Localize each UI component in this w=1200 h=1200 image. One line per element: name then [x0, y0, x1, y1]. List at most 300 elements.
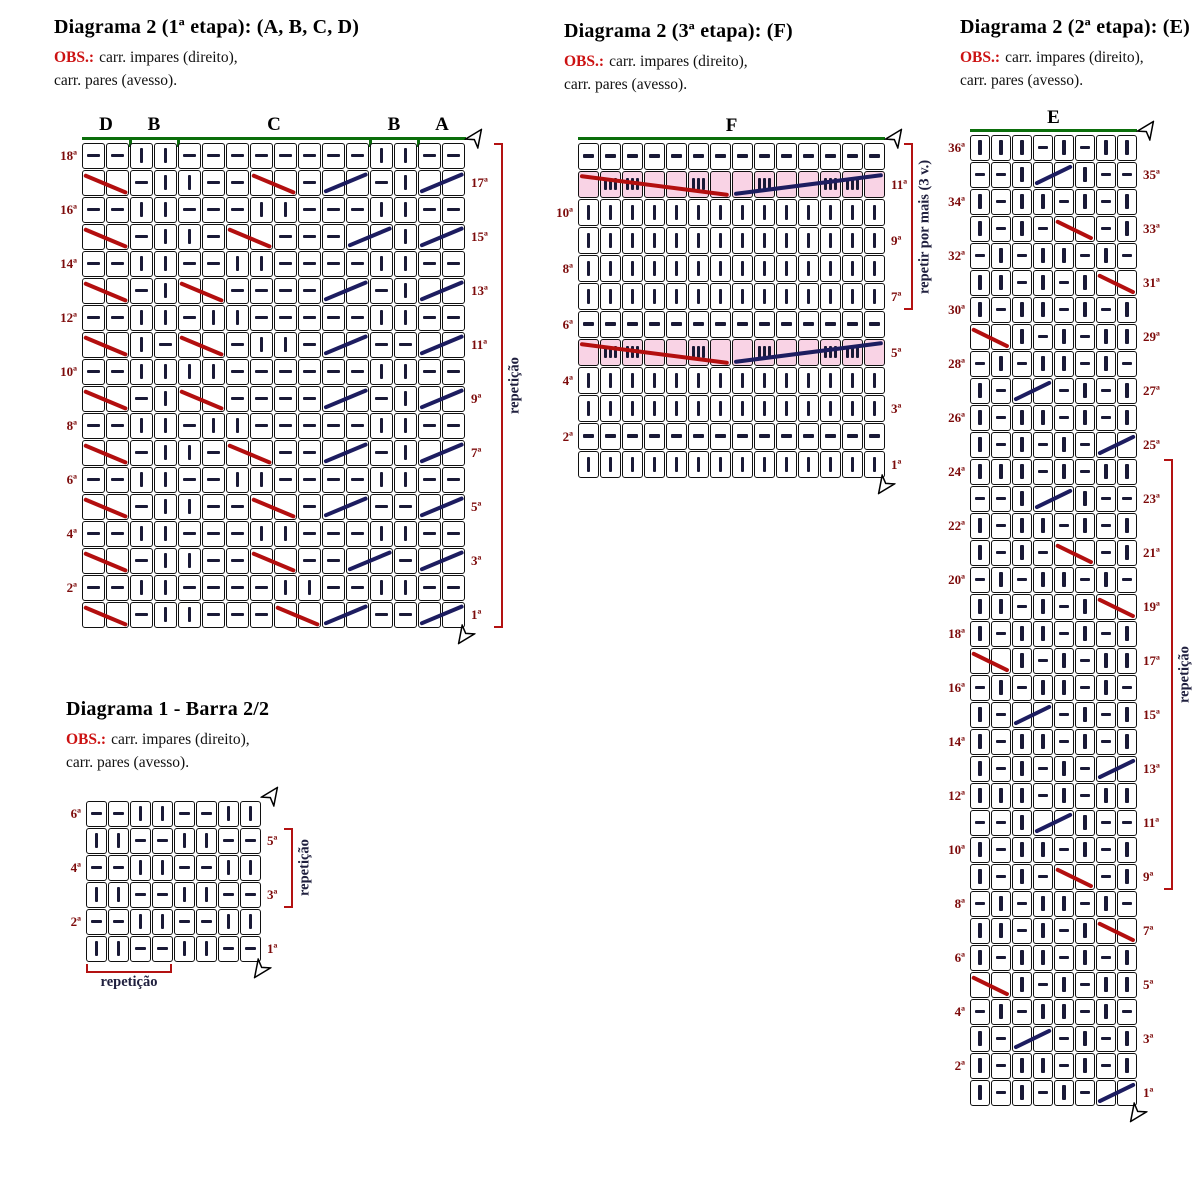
- diagram-title: Diagrama 1 - Barra 2/2: [66, 698, 270, 720]
- knit-symbol: [829, 457, 833, 472]
- purl-symbol: [1080, 983, 1090, 987]
- knit-symbol: [164, 283, 168, 297]
- stitch-cell: [130, 494, 153, 520]
- stitch-cell: [842, 311, 863, 338]
- knit-symbol: [1083, 491, 1087, 505]
- stitch-cell: [688, 283, 709, 310]
- purl-symbol: [1038, 659, 1048, 663]
- obs-line-1: carr. impares (direito),: [1005, 49, 1144, 66]
- stitch-cell: [970, 162, 990, 188]
- stitch-cell: [274, 251, 297, 277]
- grid-row: [970, 972, 1138, 998]
- purl-symbol: [1122, 362, 1132, 366]
- stitch-cell: [1096, 324, 1116, 350]
- knit-symbol: [164, 418, 168, 432]
- stitch-cell: [754, 367, 775, 394]
- knit-symbol: [978, 734, 982, 748]
- stitch-cell: [1075, 729, 1095, 755]
- knit-symbol: [1041, 950, 1045, 964]
- row-number-label: 4ª: [954, 1004, 965, 1019]
- row-number-label: 26ª: [948, 410, 965, 425]
- purl-symbol: [1038, 767, 1048, 771]
- purl-symbol: [157, 839, 168, 843]
- knit-symbol: [719, 401, 723, 416]
- stitch-cell: [130, 332, 153, 358]
- stitch-cell: [106, 305, 129, 331]
- purl-symbol: [1101, 848, 1111, 852]
- stitch-cell: [970, 999, 990, 1025]
- purl-symbol: [207, 262, 219, 266]
- knit-symbol: [741, 289, 745, 304]
- stitch-cell: [274, 521, 297, 547]
- purl-symbol: [111, 424, 123, 428]
- stitch-cell: [710, 199, 731, 226]
- knit-symbol: [807, 457, 811, 472]
- stitch-cell: [970, 297, 990, 323]
- row-number-label: [936, 1026, 970, 1053]
- knit-symbol: [1062, 572, 1066, 586]
- stitch-cell: [776, 283, 797, 310]
- purl-symbol: [1017, 1010, 1027, 1014]
- stitch-cell: [322, 359, 345, 385]
- knit-symbol: [140, 580, 144, 594]
- grid-row: [578, 423, 886, 450]
- stitch-cell: [1033, 756, 1053, 782]
- row-number-label: 22ª: [948, 518, 965, 533]
- stitch-cell: [370, 197, 393, 223]
- stitch-cell: [991, 432, 1011, 458]
- knit-symbol: [999, 572, 1003, 586]
- row-number-label: [552, 451, 578, 479]
- stitch-cell: [1117, 864, 1137, 890]
- stitch-cell: [298, 494, 321, 520]
- purl-symbol: [1080, 1010, 1090, 1014]
- grid-row: [970, 243, 1138, 269]
- stitch-cell: [226, 143, 249, 169]
- row-number-label: 25ª: [1143, 437, 1160, 452]
- purl-symbol: [975, 1010, 985, 1014]
- purl-symbol: [183, 586, 195, 590]
- purl-symbol: [447, 262, 459, 266]
- stitch-cell: [1096, 999, 1116, 1025]
- grid-row: [970, 864, 1138, 890]
- stitch-cell: [1075, 162, 1095, 188]
- row-number-label: [886, 423, 912, 451]
- stitch-cell: [130, 828, 151, 854]
- purl-symbol: [737, 322, 748, 326]
- stitch-cell: [622, 283, 643, 310]
- grid-row: [82, 278, 466, 304]
- stitch-cell: [732, 423, 753, 450]
- purl-symbol: [87, 424, 99, 428]
- stitch-cell: [1033, 324, 1053, 350]
- grid-row: [578, 311, 886, 338]
- row-number-label: [56, 936, 86, 963]
- grid-row: [970, 351, 1138, 377]
- row-number-label: 5ª: [267, 833, 278, 848]
- purl-symbol: [583, 434, 594, 438]
- stitch-cell: [1096, 702, 1116, 728]
- stitch-cell: [174, 882, 195, 908]
- stitch-cell: [298, 278, 321, 304]
- stitch-cell: [1096, 135, 1116, 161]
- knit-symbol: [741, 261, 745, 276]
- knit-symbol: [1083, 167, 1087, 181]
- row-number-label: [1138, 189, 1172, 216]
- stitch-cell: [1033, 540, 1053, 566]
- stitch-cell: [370, 386, 393, 412]
- knit-symbol: [978, 410, 982, 424]
- stitch-cell: [130, 855, 151, 881]
- purl-symbol: [255, 424, 267, 428]
- stitch-cell: [1075, 675, 1095, 701]
- stitch-cell: [970, 1026, 990, 1052]
- knit-symbol: [161, 914, 165, 928]
- stitch-cell: [666, 367, 687, 394]
- purl-symbol: [207, 586, 219, 590]
- stitch-cell: [578, 227, 599, 254]
- stitch-cell: [1012, 567, 1032, 593]
- grid-row: [578, 339, 886, 366]
- stitch-cell: [644, 283, 665, 310]
- purl-symbol: [303, 289, 315, 293]
- stitch-cell: [1054, 459, 1074, 485]
- stitch-cell: [154, 332, 177, 358]
- column-group-label: D: [82, 113, 130, 140]
- purl-symbol: [231, 397, 243, 401]
- repeat-label: repetir por mais (3 v.): [916, 158, 933, 294]
- stitch-cell: [970, 729, 990, 755]
- stitch-cell: [196, 936, 217, 962]
- row-number-label: 6ª: [954, 950, 965, 965]
- stitch-cell: [298, 224, 321, 250]
- stitch-cell: [1117, 567, 1137, 593]
- stitch-cell: [991, 1026, 1011, 1052]
- stitch-cell: [202, 413, 225, 439]
- stitch-cell: [1117, 999, 1137, 1025]
- stitch-cell: [1075, 648, 1095, 674]
- purl-symbol: [803, 434, 814, 438]
- row-number-label: [46, 332, 82, 359]
- knit-symbol: [1062, 329, 1066, 343]
- stitch-cell: [130, 305, 153, 331]
- stitch-cell: [1054, 891, 1074, 917]
- stitch-cell: [154, 548, 177, 574]
- stitch-cell: [1033, 783, 1053, 809]
- knit-symbol: [1062, 653, 1066, 667]
- purl-symbol: [113, 812, 124, 816]
- stitch-cell: [710, 255, 731, 282]
- purl-symbol: [781, 322, 792, 326]
- stitch-cell: [798, 283, 819, 310]
- stitch-cell: [86, 882, 107, 908]
- purl-symbol: [627, 434, 638, 438]
- purl-symbol: [715, 322, 726, 326]
- stitch-cell: [130, 251, 153, 277]
- stitch-cell: [622, 395, 643, 422]
- row-number-label: 11ª: [471, 337, 488, 352]
- purl-symbol: [423, 154, 435, 158]
- knit-symbol: [236, 256, 240, 270]
- grid-row: [970, 405, 1138, 431]
- stitch-cell: [346, 467, 369, 493]
- knit-symbol: [1062, 437, 1066, 451]
- knit-symbol: [1020, 869, 1024, 883]
- row-number-label: 6ª: [70, 806, 81, 821]
- knit-symbol: [829, 205, 833, 220]
- stitch-cell: [622, 199, 643, 226]
- purl-symbol: [375, 181, 387, 185]
- purl-symbol: [135, 505, 147, 509]
- knit-symbol: [785, 401, 789, 416]
- stitch-cell: [154, 602, 177, 628]
- stitch-cell: [1096, 648, 1116, 674]
- stitch-cell: [226, 305, 249, 331]
- stitch-cell: [418, 467, 441, 493]
- knit-symbol: [1041, 572, 1045, 586]
- purl-symbol: [1059, 929, 1069, 933]
- stitch-cell: [394, 602, 417, 628]
- knit-symbol: [1041, 194, 1045, 208]
- purl-symbol: [207, 613, 219, 617]
- knit-symbol: [978, 518, 982, 532]
- purl-symbol: [207, 208, 219, 212]
- purl-symbol: [183, 208, 195, 212]
- purl-symbol: [1038, 983, 1048, 987]
- diagram-2-stage-3-block: [552, 20, 972, 479]
- stitch-cell: [666, 423, 687, 450]
- stitch-cell: [370, 440, 393, 466]
- knit-symbol: [851, 205, 855, 220]
- knit-symbol: [851, 261, 855, 276]
- purl-symbol: [1101, 389, 1111, 393]
- knit-symbol: [183, 941, 187, 955]
- knit-symbol: [260, 202, 264, 216]
- purl-symbol: [649, 322, 660, 326]
- knit-symbol: [873, 233, 877, 248]
- grid-row: [970, 162, 1138, 188]
- stitch-cell: [991, 837, 1011, 863]
- purl-symbol: [1038, 1091, 1048, 1095]
- row-number-label: 6ª: [66, 472, 77, 487]
- purl-symbol: [715, 434, 726, 438]
- purl-symbol: [351, 262, 363, 266]
- stitch-cell: [1033, 567, 1053, 593]
- stitch-cell: [370, 575, 393, 601]
- stitch-cell: [970, 621, 990, 647]
- stitch-cell: [1054, 405, 1074, 431]
- knit-symbol: [1020, 194, 1024, 208]
- stitch-cell: [1096, 837, 1116, 863]
- purl-symbol: [1101, 173, 1111, 177]
- knit-symbol: [1020, 140, 1024, 154]
- stitch-cell: [394, 413, 417, 439]
- purl-symbol: [447, 586, 459, 590]
- knit-symbol: [999, 788, 1003, 802]
- row-number-label: 27ª: [1143, 383, 1160, 398]
- stitch-cell: [418, 305, 441, 331]
- stitch-cell: [274, 332, 297, 358]
- grid-row: [82, 332, 466, 358]
- row-number-label: [46, 224, 82, 251]
- knit-symbol: [1041, 410, 1045, 424]
- row-number-label: 9ª: [891, 232, 902, 248]
- stitch-cell: [418, 575, 441, 601]
- knit-symbol: [164, 580, 168, 594]
- stitch-cell: [226, 278, 249, 304]
- stitch-cell: [346, 305, 369, 331]
- knit-symbol: [188, 175, 192, 189]
- stitch-cell: [970, 1053, 990, 1079]
- stitch-cell: [754, 283, 775, 310]
- stitch-cell: [86, 936, 107, 962]
- row-number-label: 28ª: [948, 356, 965, 371]
- stitch-cell: [1012, 324, 1032, 350]
- stitch-cell: [226, 575, 249, 601]
- row-number-label: [936, 324, 970, 351]
- row-number-label: 8ª: [66, 418, 77, 433]
- repeat-label: repetição: [506, 356, 523, 414]
- row-number-label: 10ª: [60, 364, 77, 379]
- purl-symbol: [327, 262, 339, 266]
- knit-symbol: [675, 261, 679, 276]
- stitch-cell: [298, 143, 321, 169]
- row-number-label: [262, 909, 292, 936]
- stitch-cell: [274, 143, 297, 169]
- knit-symbol: [1062, 356, 1066, 370]
- purl-symbol: [1122, 1010, 1132, 1014]
- knit-symbol: [236, 310, 240, 324]
- stitch-cell: [1075, 297, 1095, 323]
- knit-symbol: [719, 289, 723, 304]
- diagram-obs-note: [960, 46, 1198, 93]
- stitch-cell: [970, 432, 990, 458]
- stitch-cell: [991, 891, 1011, 917]
- stitch-cell: [202, 197, 225, 223]
- purl-symbol: [996, 875, 1006, 879]
- stitch-cell: [970, 270, 990, 296]
- knit-symbol: [1125, 950, 1129, 964]
- stitch-cell: [1012, 621, 1032, 647]
- stitch-cell: [754, 227, 775, 254]
- knit-symbol: [1104, 329, 1108, 343]
- stitch-cell: [991, 783, 1011, 809]
- knit-symbol: [249, 806, 253, 820]
- stitch-cell: [1096, 540, 1116, 566]
- stitch-cell: [394, 494, 417, 520]
- purl-symbol: [135, 613, 147, 617]
- grid-row: [82, 440, 466, 466]
- knit-symbol: [631, 205, 635, 220]
- stitch-cell: [991, 135, 1011, 161]
- purl-symbol: [583, 322, 594, 326]
- knit-symbol: [675, 289, 679, 304]
- stitch-cell: [1117, 810, 1137, 836]
- purl-symbol: [1017, 929, 1027, 933]
- row-number-label: [936, 702, 970, 729]
- knit-symbol: [1041, 518, 1045, 532]
- stitch-cell: [218, 936, 239, 962]
- knit-symbol: [1104, 356, 1108, 370]
- purl-symbol: [737, 154, 748, 158]
- knit-symbol: [1125, 788, 1129, 802]
- stitch-cell: [1075, 351, 1095, 377]
- purl-symbol: [649, 154, 660, 158]
- knit-symbol: [1125, 1031, 1129, 1045]
- purl-symbol: [351, 316, 363, 320]
- knit-symbol: [140, 364, 144, 378]
- stitch-cell: [600, 423, 621, 450]
- row-number-label: [936, 864, 970, 891]
- diagram-header: [54, 16, 586, 93]
- purl-symbol: [975, 578, 985, 582]
- row-number-label: 5ª: [891, 344, 902, 360]
- obs-line-2: carr. pares (avesso).: [66, 754, 190, 772]
- stitch-cell: [1096, 1026, 1116, 1052]
- diagram-header: [564, 20, 972, 97]
- stitch-cell: [1033, 972, 1053, 998]
- stitch-cell: [178, 305, 201, 331]
- purl-symbol: [996, 848, 1006, 852]
- stitch-cell: [710, 311, 731, 338]
- knit-symbol: [1125, 734, 1129, 748]
- stitch-cell: [1012, 837, 1032, 863]
- stitch-cell: [130, 278, 153, 304]
- stitch-cell: [820, 199, 841, 226]
- knit-symbol: [999, 248, 1003, 262]
- purl-symbol: [781, 434, 792, 438]
- purl-symbol: [375, 343, 387, 347]
- purl-symbol: [1122, 497, 1132, 501]
- stitch-cell: [322, 521, 345, 547]
- stitch-cell: [754, 395, 775, 422]
- purl-symbol: [693, 434, 704, 438]
- purl-symbol: [375, 451, 387, 455]
- purl-symbol: [975, 254, 985, 258]
- repeat-label: repetição: [1176, 645, 1193, 703]
- stitch-cell: [864, 255, 885, 282]
- knit-symbol: [1062, 761, 1066, 775]
- purl-symbol: [111, 370, 123, 374]
- stitch-cell: [1012, 189, 1032, 215]
- grid-row: [578, 171, 886, 198]
- repeat-bracket: [1164, 459, 1173, 890]
- purl-symbol: [303, 154, 315, 158]
- stitch-cell: [202, 170, 225, 196]
- purl-symbol: [183, 424, 195, 428]
- purl-symbol: [157, 947, 168, 951]
- stitch-cell: [820, 367, 841, 394]
- grid-row: [86, 801, 262, 827]
- stitch-cell: [622, 311, 643, 338]
- stitch-cell: [1117, 972, 1137, 998]
- purl-symbol: [303, 235, 315, 239]
- stitch-cell: [1096, 729, 1116, 755]
- stitch-cell: [666, 171, 687, 198]
- purl-symbol: [781, 154, 792, 158]
- row-number-label: [552, 395, 578, 423]
- row-numbers-left: [936, 135, 970, 1107]
- purl-symbol: [996, 173, 1006, 177]
- purl-symbol: [207, 532, 219, 536]
- row-number-label: [552, 339, 578, 367]
- knit-symbol: [1041, 1004, 1045, 1018]
- purl-symbol: [1059, 200, 1069, 204]
- stitch-cell: [1012, 729, 1032, 755]
- knit-symbol: [653, 205, 657, 220]
- grid-row: [578, 451, 886, 478]
- stitch-cell: [274, 413, 297, 439]
